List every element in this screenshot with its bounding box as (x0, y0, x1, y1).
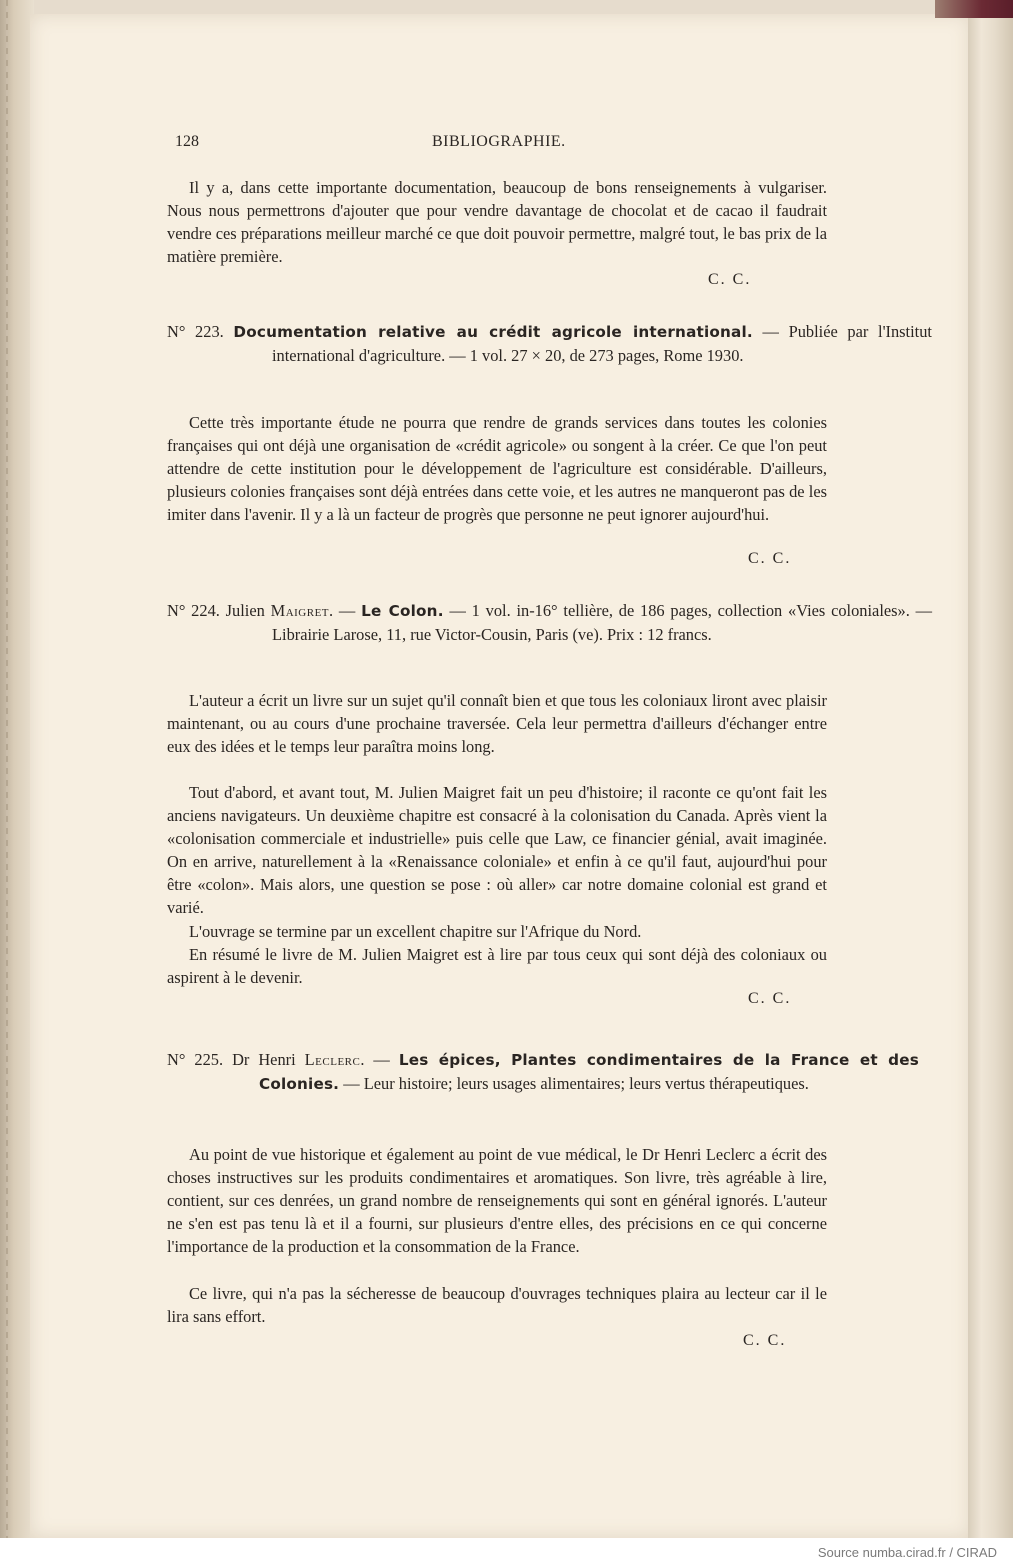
entry-224-paragraph-4: En résumé le livre de M. Julien Maigret est à lire par tous ceux qui sont déjà des coloniaux ou aspirent à le devenir. (167, 945, 827, 987)
entry-details: — 1 vol. in-16° tellière, de 186 pages, collection «Vies coloniales». — Librairie Larose, 11, rue Victor-Cousin, Paris (ve). Prix : 12 francs. (272, 601, 933, 644)
entry-223-signature: C. C. (748, 550, 792, 567)
intro-paragraph: Il y a, dans cette importante documentation, beaucoup de bons renseignements à vulgariser. Nous nous permettrons d'ajouter que pour vendre davantage de chocolat et de cacao il faudrait vendre ces préparations meilleur marché ce que doit pouvoir permettre, malgré tout, le bas prix de la matière première. (167, 178, 827, 266)
entry-224-paragraph-3: L'ouvrage se termine par un excellent chapitre sur l'Afrique du Nord. (189, 922, 642, 941)
source-credit: Source numba.cirad.fr / CIRAD (817, 1545, 997, 1560)
running-title: BIBLIOGRAPHIE. (432, 133, 566, 150)
book-edge-left (0, 0, 34, 1538)
separator: . — (360, 1050, 399, 1069)
entry-224-paragraph-1: L'auteur a écrit un livre sur un sujet qu'il connaît bien et que tous les coloniaux liront avec plaisir maintenant, ou au cours d'une prochaine traversée. Cela leur permettra d'ailleurs d'échanger entre eux des idées et le temps leur paraîtra moins long. (167, 691, 827, 756)
entry-title: Les épices, Plantes condimentaires de la France et des Colonies. (259, 1051, 919, 1093)
intro-signature: C. C. (708, 271, 752, 288)
entry-225-paragraph-2: Ce livre, qui n'a pas la sécheresse de beaucoup d'ouvrages techniques plaira au lecteur car il le lira sans effort. (167, 1284, 827, 1326)
entry-title: Le Colon. (361, 602, 444, 620)
entry-number: N° 225. (167, 1050, 224, 1069)
entry-title: Documentation relative au crédit agricole international. (233, 323, 753, 341)
author-first-name: Dr Henri (232, 1050, 305, 1069)
author-last-name: Maigret (270, 601, 330, 620)
separator: . — (329, 601, 362, 620)
entry-number: N° 224. (167, 601, 220, 620)
page-stack-edge (968, 18, 1013, 1538)
page-number: 128 (175, 133, 199, 150)
entry-225-heading (167, 1048, 919, 1096)
entry-details: — Publiée par l'Institut international d'agriculture. — 1 vol. 27 × 20, de 273 pages, Rome 1930. (272, 322, 932, 365)
entry-225-signature: C. C. (743, 1332, 787, 1349)
entry-223-heading (167, 320, 932, 367)
entry-225-paragraph-1: Au point de vue historique et également au point de vue médical, le Dr Henri Leclerc a écrit des choses instructives sur les produits condimentaires et aromatiques. Son livre, très agréable à lire, contient, sur ces denrées, un grand nombre de renseignements qui sont en général ignorés. L'auteur ne s'en est pas tenu là et il a fourni, sur plusieurs d'entre elles, des précisions en ce qui concerne l'importance de la production et la consommation de la France. (167, 1145, 827, 1256)
entry-details: — Leur histoire; leurs usages alimentaires; leurs vertus thérapeutiques. (339, 1074, 809, 1093)
book-binding (935, 0, 1013, 18)
entry-224-heading (167, 599, 932, 646)
author-first-name: Julien (225, 601, 271, 620)
author-last-name: Leclerc (304, 1050, 361, 1069)
entry-224-paragraph-2: Tout d'abord, et avant tout, M. Julien Maigret fait un peu d'histoire; il raconte ce qu'ont fait les anciens navigateurs. Un deuxième chapitre est consacré à la colonisation du Canada. Après vient la «colonisation commerciale et industrielle» puis celle que Law, ce financier génial, avait imaginée. On en arrive, naturellement à la «Renaissance coloniale» et enfin à ce qu'il faut, aujourd'hui pour être «colon». Mais alors, une question se pose : où aller» car notre domaine colonial est grand et varié. (167, 783, 827, 917)
entry-223-paragraph: Cette très importante étude ne pourra que rendre de grands services dans toutes les colonies françaises qui ont déjà une organisation de «crédit agricole» ou songent à la créer. Ce que l'on peut attendre de cette institution pour le développement de l'agriculture est considérable. D'ailleurs, plusieurs colonies françaises sont déjà entrées dans cette voie, et les autres ne manqueront pas de les imiter dans l'avenir. Il y a là un facteur de progrès que personne ne peut ignorer aujourd'hui. (167, 413, 827, 524)
entry-224-signature: C. C. (748, 990, 792, 1007)
entry-number: N° 223. (167, 322, 224, 341)
